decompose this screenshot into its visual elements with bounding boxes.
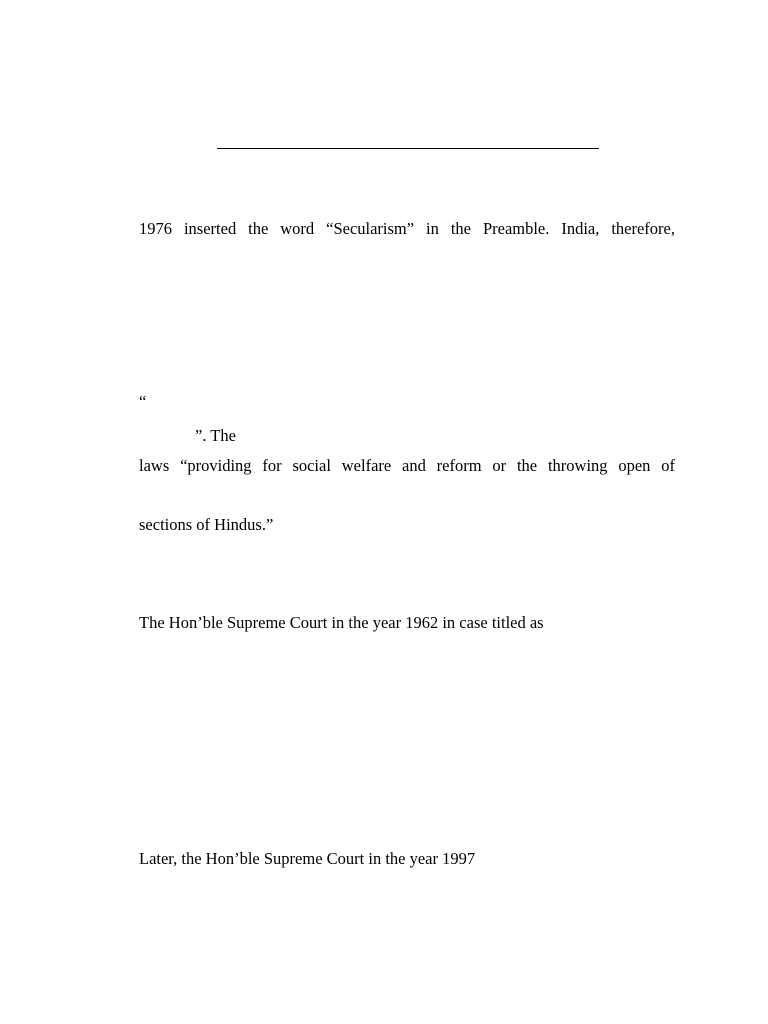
text-line-laws: laws “providing for social welfare and reform or the throwing open of — [139, 456, 675, 475]
text-line-1976: 1976 inserted the word “Secularism” in the Preamble. India, therefore, — [139, 219, 675, 238]
text-line-1997: Later, the Hon’ble Supreme Court in the year 1997 — [139, 849, 476, 868]
text-line-sections: sections of Hindus.” — [139, 515, 274, 534]
horizontal-rule — [217, 148, 599, 149]
text-line-open-quote: “ — [139, 392, 147, 411]
text-line-close-quote: ”. The — [195, 426, 236, 445]
text-line-1962: The Hon’ble Supreme Court in the year 1962 in case titled as — [139, 613, 544, 632]
